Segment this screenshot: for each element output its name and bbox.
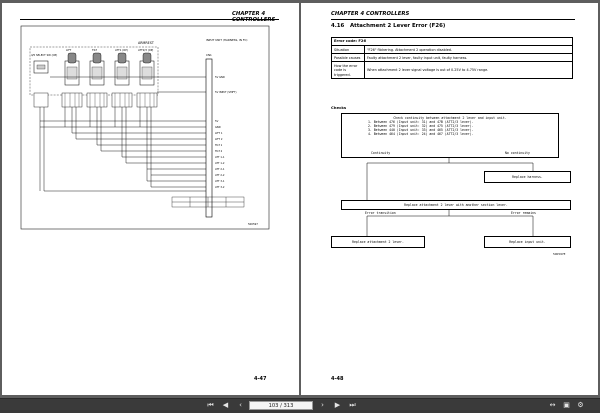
section-name: Attachment 2 Lever Error (F26)	[349, 23, 446, 29]
next-arrow-icon[interactable]: ›	[321, 401, 324, 409]
first-page-icon[interactable]: ⏮	[207, 401, 214, 409]
lever-label-att2: ATT2/3 (OP)	[138, 49, 154, 52]
replace-lever-section-box: Replace attachment 2 lever with another section lever.	[341, 200, 571, 210]
select-sw-label: 4/5 SELECT SW (OP)	[31, 54, 58, 57]
lever-label-att1: ATT1 (OP)	[115, 49, 128, 52]
signal-label: ATT 1-2	[215, 162, 225, 165]
check-item: 3. Between 440 (Input unit: 33) and 465 (ATT2/3 lever).	[368, 128, 474, 133]
signal-label: 5V GND	[215, 76, 225, 79]
signal-label: ATT 1-1	[215, 156, 225, 159]
section-number: 4.16	[331, 23, 345, 29]
row-value: Faulty attachment 2 lever, faulty input unit, faulty harness.	[365, 54, 573, 62]
error-code-cell: Error code: F26	[332, 38, 573, 46]
signal-label: ATT 3-2	[215, 186, 225, 189]
page-number-input[interactable]: 103 / 313	[249, 401, 313, 410]
replace-input-unit-box: Replace input unit.	[484, 236, 571, 248]
lever-icons	[65, 53, 154, 85]
flowchart-connectors	[301, 3, 598, 395]
error-remains-label: Error remains	[511, 211, 536, 215]
check-item: 1. Between 476 (Input unit: 31) and 47B (ATT2/3 lever).	[368, 120, 474, 125]
checks-label: Checks	[331, 105, 347, 110]
row-label: Situation	[332, 46, 365, 54]
signal-label: 5V	[215, 120, 219, 123]
check-item: 2. Between 479 (Input unit: 32) and 475 (ATT2/3 lever).	[368, 124, 474, 129]
chapter-header: CHAPTER 4 CONTROLLERS	[331, 11, 410, 17]
error-transition-label: Error transition	[365, 211, 396, 215]
page-number: 4-47	[254, 376, 267, 382]
lever-label-lift: LIFT	[66, 49, 72, 52]
wire-color-legend	[172, 197, 244, 207]
row-label: How the error code is triggered.	[332, 62, 365, 79]
next-page-icon[interactable]: ▶	[334, 401, 341, 409]
prev-arrow-icon[interactable]: ‹	[239, 401, 242, 409]
signal-label: LIFT 2	[215, 138, 223, 141]
input-unit-label: INPUT UNIT (HARNESS, IN FC)	[206, 38, 248, 42]
replace-harness-box: Replace harness.	[484, 171, 571, 183]
signal-label: 5V INPUT (SHIFT)	[215, 91, 237, 94]
signal-label: LIFT 1	[215, 132, 223, 135]
armrest-label: ARMREST	[138, 41, 154, 45]
header-rule	[20, 19, 279, 20]
row-label: Possible causes	[332, 54, 365, 62]
signal-label: TILT 1	[215, 144, 223, 147]
signal-label: ATT 2-1	[215, 168, 225, 171]
figure-id: 500597E	[553, 252, 566, 256]
row-value: "F26" flickering. Attachment 2 operation disabled.	[365, 46, 573, 54]
last-page-icon[interactable]: ⏭	[349, 401, 356, 409]
signal-label: ATT 2-2	[215, 174, 225, 177]
select-switch-icon	[34, 61, 48, 73]
tool-icon[interactable]: ▣	[563, 401, 570, 409]
signal-label: ATT 3-1	[215, 180, 225, 183]
figure-id: 500597	[248, 223, 258, 226]
connector-label: CN1	[206, 53, 212, 57]
lever-label-tilt: TILT	[92, 49, 98, 52]
left-page	[2, 3, 299, 395]
replace-att-lever-box: Replace attachment 2 lever.	[331, 236, 425, 248]
signal-label: GND	[215, 126, 221, 129]
viewer-toolbar	[0, 398, 600, 413]
prev-page-icon[interactable]: ◀	[222, 401, 229, 409]
page-number: 4-48	[331, 376, 344, 382]
row-value: When attachment 2 lever signal voltage is out of 0.25V to 4.75V range.	[365, 62, 573, 79]
settings-icon[interactable]: ⚙	[577, 401, 584, 409]
fit-width-icon[interactable]: ↔	[549, 401, 556, 409]
right-page	[301, 3, 598, 395]
check-title: Check continuity between attachment 2 lever and input unit.	[393, 116, 507, 120]
wiring-diagram	[20, 25, 270, 230]
continuity-label: Continuity	[371, 151, 391, 155]
no-continuity-label: No continuity	[505, 151, 530, 155]
signal-label: TILT 2	[215, 150, 223, 153]
chapter-header: CHAPTER 4 CONTROLLERS	[232, 11, 276, 23]
check-item: 4. Between 464 (Input unit: 24) and 467 (ATT2/3 lever).	[368, 132, 474, 137]
